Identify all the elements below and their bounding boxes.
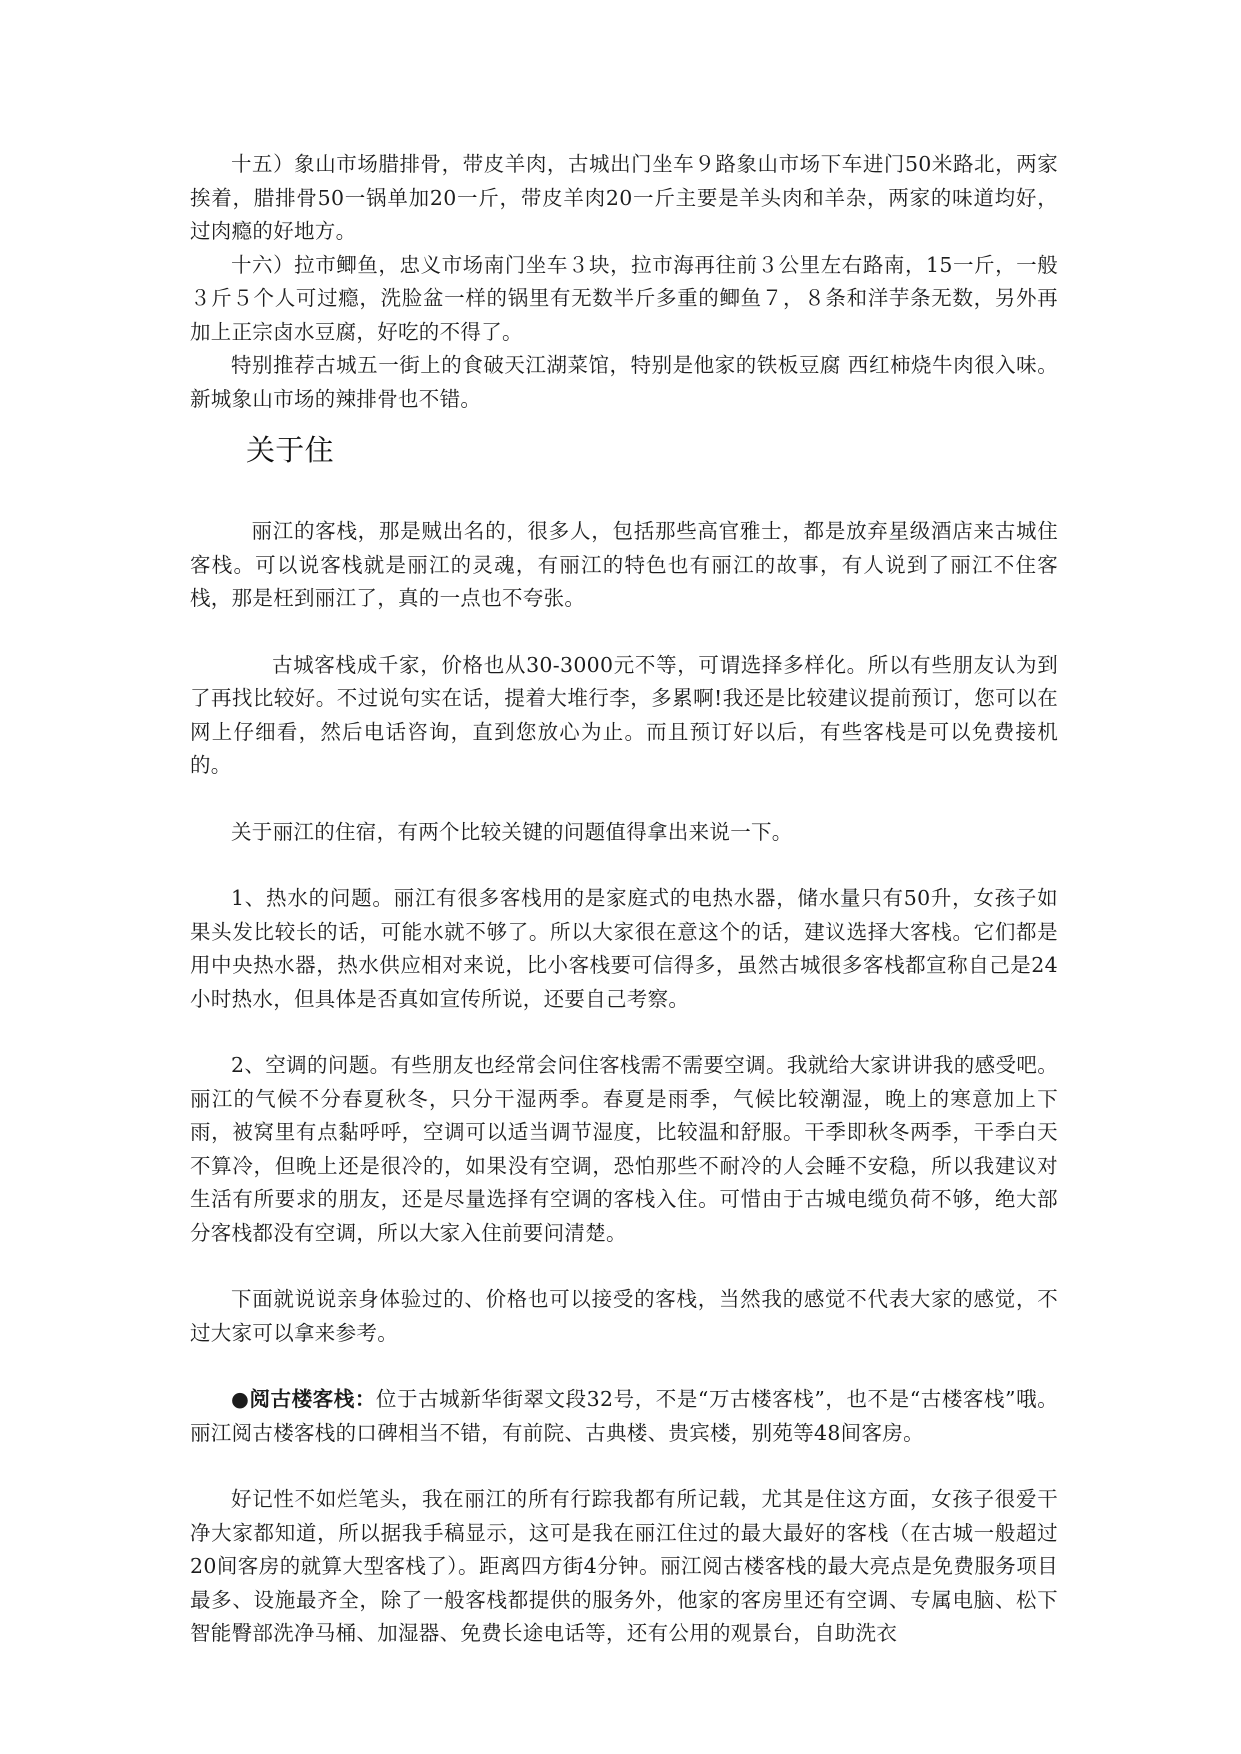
paragraph-key-issues: 关于丽江的住宿，有两个比较关键的问题值得拿出来说一下。: [231, 819, 793, 844]
paragraph-recommendation: 特别推荐古城五一街上的食破天江湖菜馆，特别是他家的铁板豆腐 西红柿烧牛肉很入味。新城象山市场的辣排骨也不错。: [190, 353, 1058, 411]
paragraph-inn-prices: 古城客栈成千家，价格也从30-3000元不等，可谓选择多样化。所以有些朋友认为到了再找比较好。不过说句实在话，提着大堆行李，多累啊!我还是比较建议提前预订，您可以在网上仔细看，然后电话咨询，直到您放心为止。而且预订好以后，有些客栈是可以免费接机的。: [190, 652, 1058, 777]
spacer: [190, 1350, 1058, 1383]
spacer: [190, 1450, 1058, 1483]
paragraph-travel-notes: 好记性不如烂笔头，我在丽江的所有行踪我都有所记载，尤其是住这方面，女孩子很爱干净大家都知道，所以据我手稿显示，这可是我在丽江住过的最大最好的客栈（在古城一般超过20间客房的就算大型客栈了）。距离四方街4分钟。丽江阅古楼客栈的最大亮点是免费服务项目最多、设施最齐全，除了一般客栈都提供的服务外，他家的客房里还有空调、专属电脑、松下智能臀部洗净马桶、加湿器、免费长途电话等，还有公用的观景台，自助洗衣: [190, 1487, 1058, 1645]
spacer: [190, 849, 1058, 882]
inn-description: 位于古城新华街翠文段32号，不是“万古楼客栈”，也不是“古楼客栈”哦。丽江阅古楼客栈的口碑相当不错，有前院、古典楼、贵宾楼，别苑等48间客房。: [190, 1387, 1058, 1445]
spacer: [190, 1016, 1058, 1049]
spacer: [190, 616, 1058, 649]
spacer: [190, 783, 1058, 816]
document-page: [190, 148, 1058, 1651]
paragraph-inn-intro: 丽江的客栈，那是贼出名的，很多人，包括那些高官雅士，都是放弃星级酒店来古城住客栈。可以说客栈就是丽江的灵魂，有丽江的特色也有丽江的故事，有人说到了丽江不住客栈，那是枉到丽江了，真的一点也不夸张。: [190, 519, 1058, 610]
paragraph-experienced-inns: 下面就说说亲身体验过的、价格也可以接受的客栈，当然我的感觉不代表大家的感觉，不过大家可以拿来参考。: [190, 1287, 1058, 1345]
paragraph-lashi-crucian: 十六）拉市鲫鱼，忠义市场南门坐车３块，拉市海再往前３公里左右路南，15一斤，一般３斤５个人可过瘾，洗脸盆一样的锅里有无数半斤多重的鲫鱼７，８条和洋芋条无数，另外再加上正宗卤水豆腐，好吃的不得了。: [190, 252, 1058, 344]
inn-name-yuegulou: ●阅古楼客栈：: [231, 1387, 376, 1411]
paragraph-yuegulou-inn: [190, 1383, 1058, 1450]
section-heading-lodging: 关于住: [246, 433, 334, 467]
paragraph-air-conditioning: 2、空调的问题。有些朋友也经常会问住客栈需不需要空调。我就给大家讲讲我的感受吧。丽江的气候不分春夏秋冬，只分干湿两季。春夏是雨季，气候比较潮湿，晚上的寒意加上下雨，被窝里有点黏呼呼，空调可以适当调节湿度，比较温和舒服。干季即秋冬两季，干季白天不算冷，但晚上还是很冷的，如果没有空调，恐怕那些不耐冷的人会睡不安稳，所以我建议对生活有所要求的朋友，还是尽量选择有空调的客栈入住。可惜由于古城电缆负荷不够，绝大部分客栈都没有空调，所以大家入住前要问清楚。: [190, 1053, 1058, 1245]
spacer: [190, 482, 1058, 515]
paragraph-hot-water: 1、热水的问题。丽江有很多客栈用的是家庭式的电热水器，储水量只有50升，女孩子如果头发比较长的话，可能水就不够了。所以大家很在意这个的话，建议选择大客栈。它们都是用中央热水器，热水供应相对来说，比小客栈要可信得多，虽然古城很多客栈都宣称自己是24小时热水，但具体是否真如宣传所说，还要自己考察。: [190, 886, 1058, 1011]
paragraph-xiangshan-market: 十五）象山市场腊排骨，带皮羊肉，古城出门坐车９路象山市场下车进门50米路北，两家挨着，腊排骨50一锅单加20一斤，带皮羊肉20一斤主要是羊头肉和羊杂，两家的味道均好，过肉瘾的好地方。: [190, 152, 1058, 243]
spacer: [190, 1250, 1058, 1283]
